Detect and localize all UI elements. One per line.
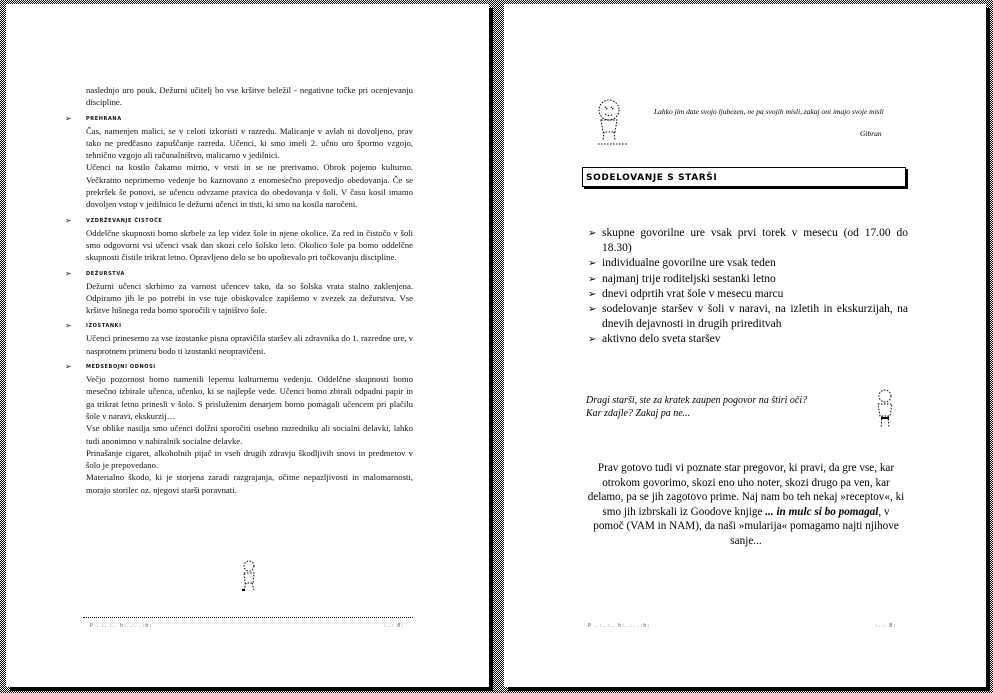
section-heading: DEŽURSTVA [86,270,125,277]
arrow-bullet-icon: ➢ [65,215,72,225]
arrow-bullet-icon: ➢ [588,228,597,239]
footer-page-number: :..: 8: [876,623,897,629]
rules-section [65,362,413,496]
question-line-1: Dragi starši, ste za kratek zaupen pogovor na štiri oči? [586,395,808,406]
question-text [586,394,856,420]
closing-paragraph [586,461,906,549]
rules-section [65,113,413,211]
quote-author: Gibran [860,129,882,138]
arrow-bullet-icon: ➢ [588,288,597,300]
closing-paragraph-part2: , v pomoč (VAM in NAM), da naši »mularija« pomagamo najti njihove sanje... [593,505,899,547]
arrow-bullet-icon: ➢ [65,113,72,123]
section-paragraph: Čas, namenjen malici, se v celoti izkoristi v razredu. Malicanje v avlah ni dovoljeno, prav tako ne predčasno zapuščanje razreda. Učenci, ki smo imeli 2. učno uro športno vzgojo, tehnično vzgojo ali računalništvo, malicamo v jedilnici. [86,125,413,161]
list-item-text: sodelovanje staršev v šoli v naravi, na izletih in ekskurzijah, na dnevih dejavnosti in drugih prireditvah [602,303,908,331]
section-paragraph: Učenci prinesemo za vse izostanke pisna opravičila staršev ali zdravnika do 1. razredne ure, v nasprotnem primeru bodo ti izostanki neopravičeni. [86,333,413,356]
footer-left-text: P ..:..:.. h:..:. .:h: [90,623,153,629]
arrow-bullet-icon: ➢ [65,362,72,372]
list-item [588,332,908,347]
footer-page-number: :..: 8: [384,623,405,629]
arrow-bullet-icon: ➢ [588,304,597,316]
list-item-text: skupne govorilne ure vsak prvi torek v mesecu (od 17.00 do 18.30) [602,227,908,255]
rules-section [65,268,413,317]
section-paragraph: Dežurni učenci skrbimo za varnost učencev tako, da so šolska vrata stalno zaklenjena. Odpiramo jih le po potrebi in vse tuje obiskovalce zapišemo v zvezek za dežurstva. Vse kršitve hišnega reda bomo sporočili v tajništvo šole. [86,280,413,316]
rules-section [65,215,413,264]
list-item-text: dnevi odprtih vrat šole v mesecu marcu [602,287,784,300]
list-item [588,226,908,256]
question-line-2: Kar zdajle? Zakaj pa ne... [586,408,691,419]
section-paragraph: Vse oblike nasilja smo učenci dolžni sporočiti osebno razredniku ali socialni delavki, lahko tudi anonimno v nabiralnik socialne delavke. [86,423,413,446]
boy-clipart-icon [874,388,896,432]
footer-rule [83,617,413,618]
section-paragraph: Učenci na kosilo čakamo mirno, v vrsti in se ne prerivamo. Obrok pojemo kulturno. Večkratno neprimerno vedenje bo kaznovano z enomesečno prepovedjo obedovanja. Če se prekršek še ponovi, se učencu odvzame pravica do obedovanja v šoli. V času kosil imamo dovoljen vstop v jedilnico le dežurni učenci in tisti, ki smo na kosila naročeni. [86,162,413,210]
quote-text: Lahko jim date svojo ljubezen, ne pa svojih misli, zakaj oni imajo svoje misli [654,107,884,116]
arrow-bullet-icon: ➢ [65,268,72,278]
list-item-text: individualne govorilne ure vsak teden [602,257,776,270]
list-item [588,272,908,287]
left-page [6,4,489,687]
book-title: ... in mulc si bo pomagal [765,505,879,518]
list-item-text: aktivno delo sveta staršev [602,333,721,346]
arrow-bullet-icon: ➢ [65,321,72,331]
rules-section [65,321,413,357]
section-paragraph: Materialno škodo, ki je storjena zaradi razgrajanja, očitne nepazljivosti in malomarnosti, morajo storilec oz. njegovi starši poravnati. [86,472,413,495]
section-heading: MEDSEBOJNI ODNOSI [86,364,156,371]
child-clipart-icon [592,98,634,148]
child-clipart-icon [239,559,259,593]
section-heading: IZOSTANKI [86,323,122,330]
intro-paragraph: naslednjo uro pouk. Dežurni učitelj bo vse kršitve beležil - negativne točke pri ocenjevanju discipline. [86,85,413,108]
footer-left-text: P ..:..:.. h:..:. .:h: [588,623,651,629]
arrow-bullet-icon: ➢ [588,258,597,270]
section-heading: PREHRANA [86,115,122,122]
list-item [588,287,908,302]
right-page [504,4,986,687]
arrow-bullet-icon: ➢ [588,334,597,346]
section-paragraph: Prinašanje cigaret, alkoholnih pijač in vseh drugih zdravju škodljivih snovi in predmetov v šolo je prepovedano. [86,447,413,471]
section-paragraph: Oddelčne skupnosti bomo skrbele za lep videz šole in njene okolice. Za red in čistočo v šoli smo odgovorni vsi učenci vsak dan skozi celo šolsko leto. Okolico šole pa bomo oddelčne skupnosti čistile trikrat letno. Opravljeno delo se bo upoštevalo pri točkovanju discipline. [86,227,413,263]
left-page-body [65,84,413,496]
arrow-bullet-icon: ➢ [588,273,597,285]
list-item [588,302,908,332]
closing-paragraph-part1: Prav gotovo tudi vi poznate star pregovor, ki pravi, da gre vse, kar otrokom govorimo, skozi eno uho noter, skozi drugo pa ven, kar delamo, pa se jih zagotovo prime. Naj nam bo teh nekaj »receptov«, ki smo jih izbrskali iz Goodove knjige [587,462,905,518]
section-heading: VZDRŽEVANJE ČISTOČE [86,217,163,224]
list-item-text: najmanj trije roditeljski sestanki letno [602,272,776,285]
cooperation-list [588,226,908,348]
section-title: SODELOVANJE S STARŠI [582,167,906,187]
list-item [588,256,908,271]
section-paragraph: Večjo pozornost bomo namenili lepemu kulturnemu vedenju. Oddelčne skupnosti bomo mesečno izbirale učenca, učenko, ki se najlepše vede. Učenci bomo zbirali odpadni papir in ga trikrat letno prinesli v šolo. S prisluženim denarjem bomo pomagali učencem pri plačilu šole v naravi, ekskurzij… [86,374,413,421]
